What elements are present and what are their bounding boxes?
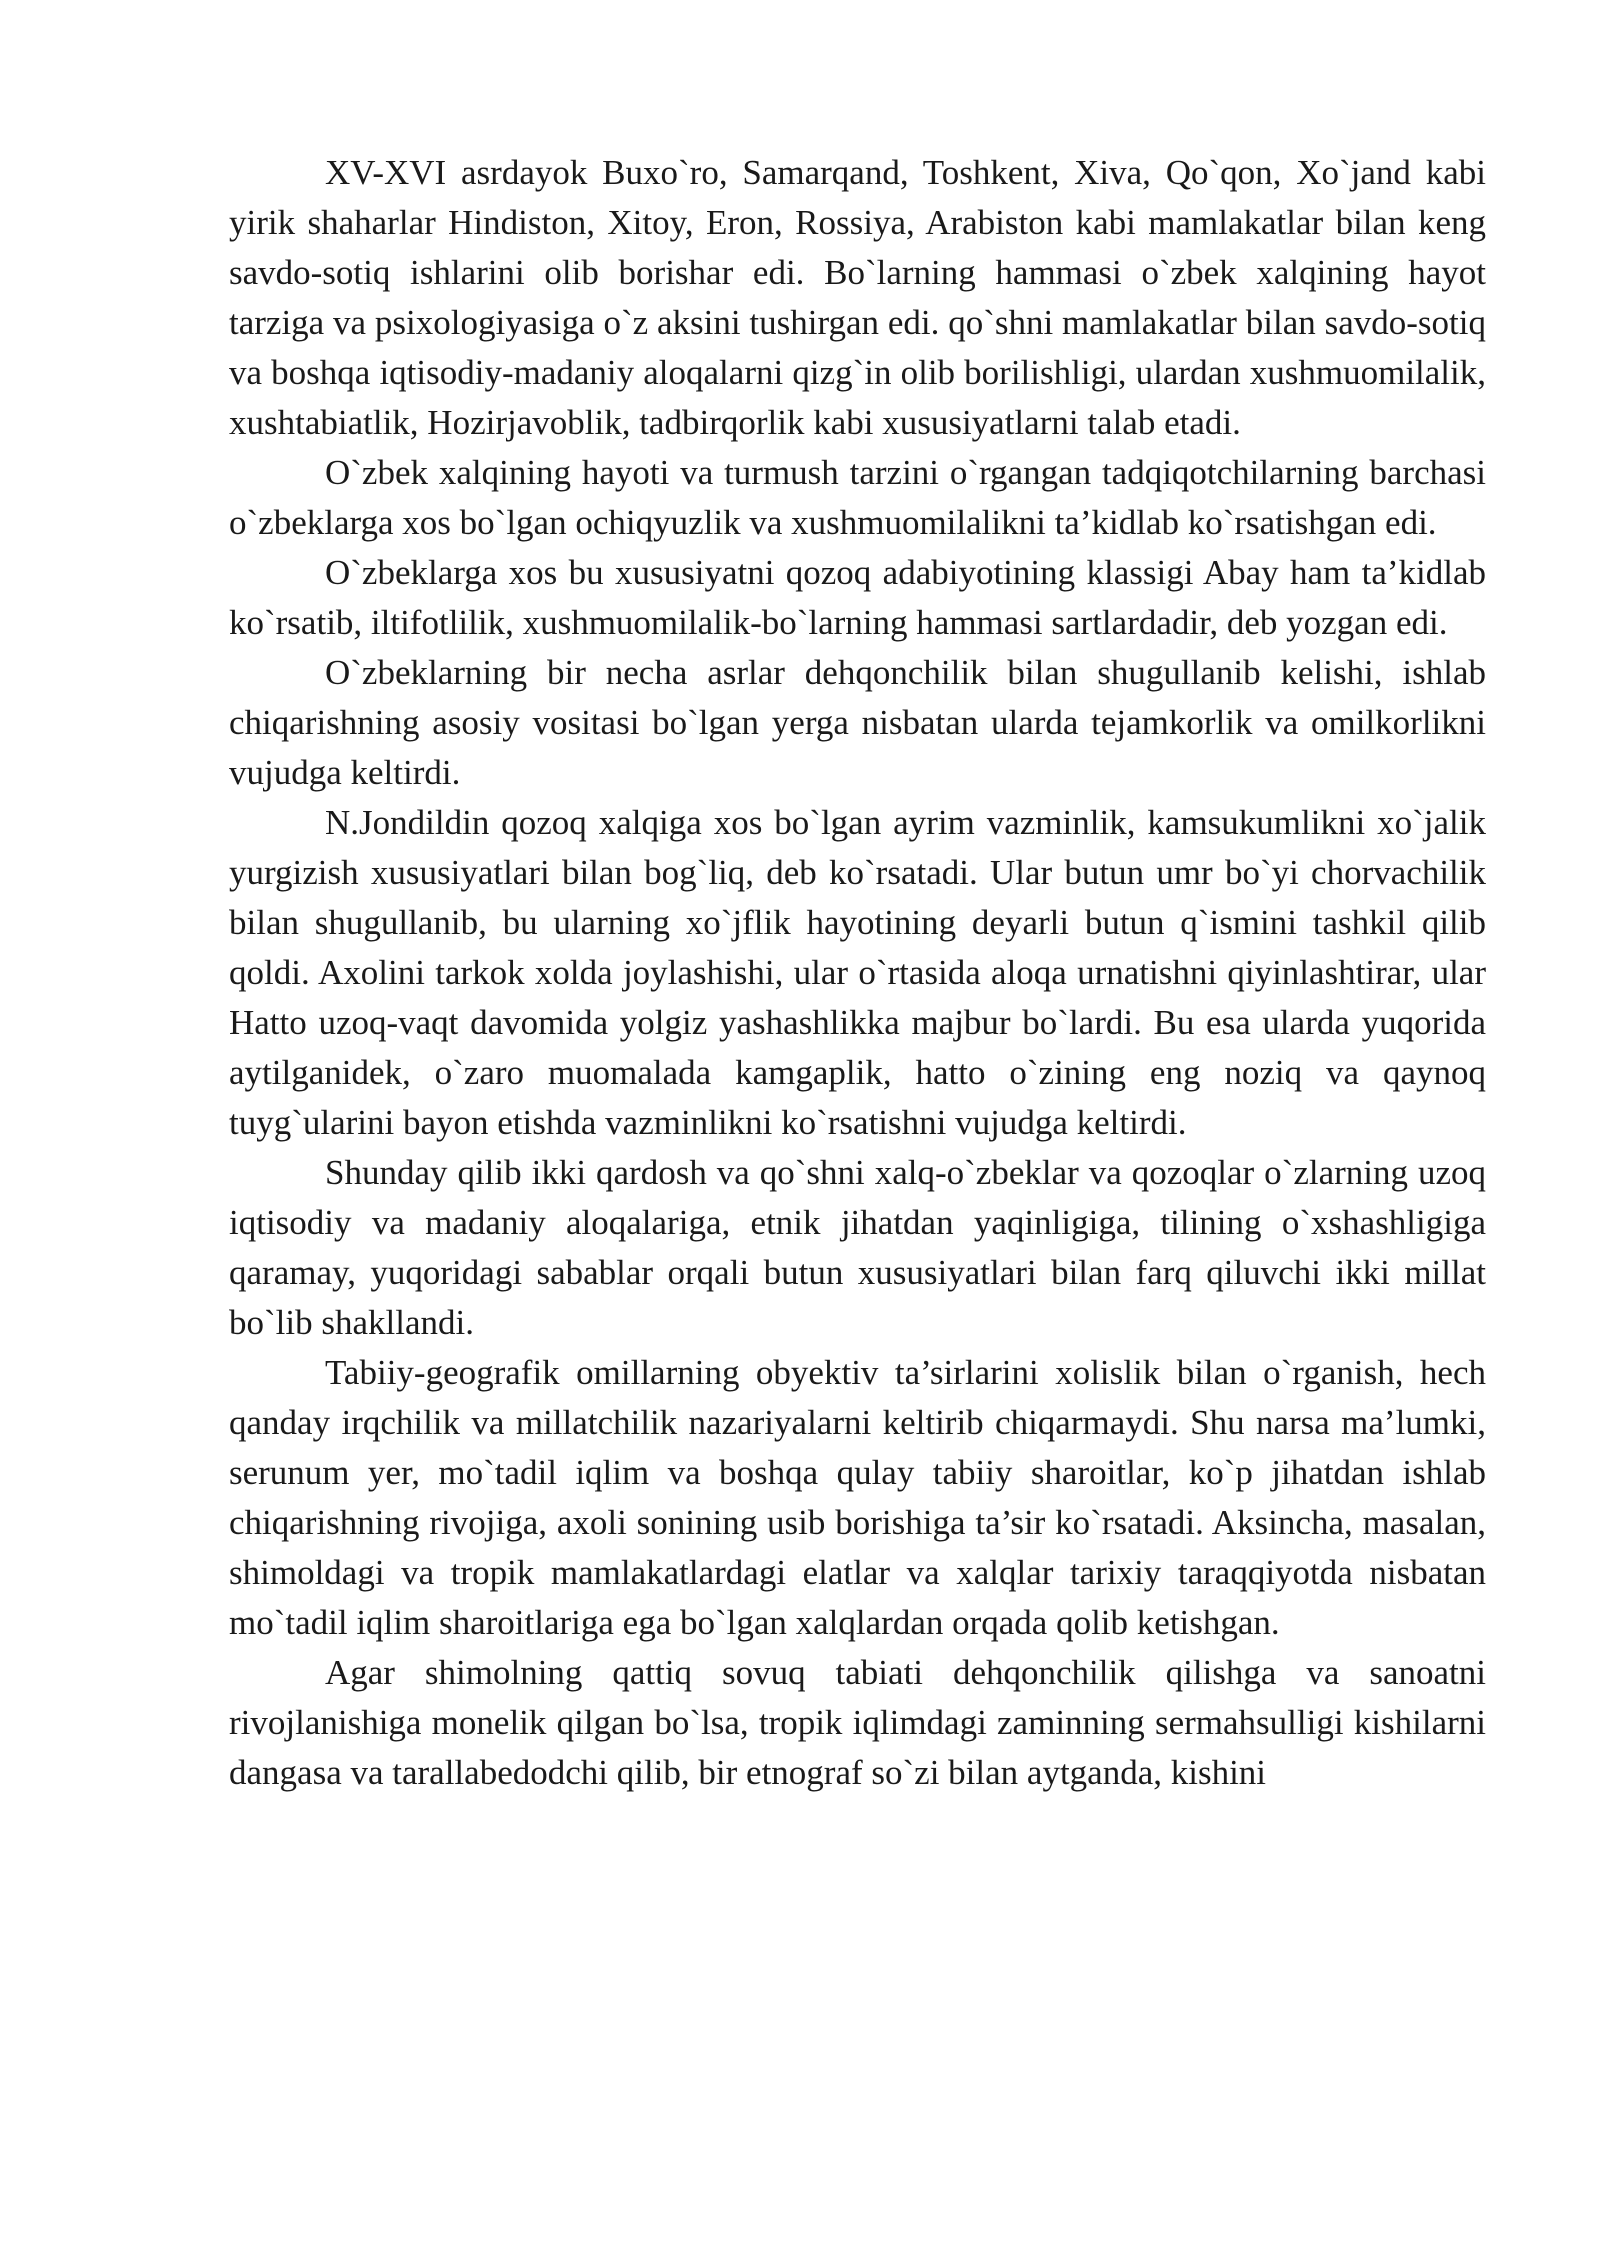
paragraph-4: O`zbeklarning bir necha asrlar dehqonchilik bilan shugullanib kelishi, ishlab chiqarishning asosiy vositasi bo`lgan yerga nisbatan ularda tejamkorlik va omilkorlikni vujudga keltirdi. xyxy=(229,653,1486,792)
paragraph-3: O`zbeklarga xos bu xususiyatni qozoq adabiyotining klassigi Abay ham ta’kidlab ko`rsatib, iltifotlilik, xushmuomilalik-bo`larning hammasi sartlardadir, deb yozgan edi. xyxy=(229,553,1486,642)
paragraph-1: XV-XVI asrdayok Buxo`ro, Samarqand, Toshkent, Xiva, Qo`qon, Xo`jand kabi yirik shaharlar Hindiston, Xitoy, Eron, Rossiya, Arabiston kabi mamlakatlar bilan keng savdo-sotiq ishlarini olib borishar edi. Bo`larning hammasi o`zbek xalqining hayot tarziga va psixologiyasiga o`z aksini tushirgan edi. qo`shni mamlakatlar bilan savdo-sotiq va boshqa iqtisodiy-madaniy aloqalarni qizg`in olib borilishligi, ulardan xushmuomilalik, xushtabiatlik, Hozirjavoblik, tadbirqorlik kabi xususiyatlarni talab etadi. xyxy=(229,153,1486,442)
paragraph-6: Shunday qilib ikki qardosh va qo`shni xalq-o`zbeklar va qozoqlar o`zlarning uzoq iqtisodiy va madaniy aloqalariga, etnik jihatdan yaqinligiga, tilining o`xshashligiga qaramay, yuqoridagi sabablar orqali butun xususiyatlari bilan farq qiluvchi ikki millat bo`lib shakllandi. xyxy=(229,1153,1486,1342)
paragraph-2: O`zbek xalqining hayoti va turmush tarzini o`rgangan tadqiqotchilarning barchasi o`zbeklarga xos bo`lgan ochiqyuzlik va xushmuomilalikni ta’kidlab ko`rsatishgan edi. xyxy=(229,453,1486,542)
paragraph-7: Tabiiy-geografik omillarning obyektiv ta’sirlarini xolislik bilan o`rganish, hech qanday irqchilik va millatchilik nazariyalarni keltirib chiqarmaydi. Shu narsa ma’lumki, serunum yer, mo`tadil iqlim va boshqa qulay tabiiy sharoitlar, ko`p jihatdan ishlab chiqarishning rivojiga, axoli sonining usib borishiga ta’sir ko`rsatadi. Aksincha, masalan, shimoldagi va tropik mamlakatlardagi elatlar va xalqlar tarixiy taraqqiyotda nisbatan mo`tadil iqlim sharoitlariga ega bo`lgan xalqlardan orqada qolib ketishgan. xyxy=(229,1353,1486,1642)
paragraph-8: Agar shimolning qattiq sovuq tabiati dehqonchilik qilishga va sanoatni rivojlanishiga monelik qilgan bo`lsa, tropik iqlimdagi zaminning sermahsulligi kishilarni dangasa va tarallabedodchi qilib, bir etnograf so`zi bilan aytganda, kishini xyxy=(229,1653,1486,1792)
document-page xyxy=(229,148,1486,1798)
paragraph-5: N.Jondildin qozoq xalqiga xos bo`lgan ayrim vazminlik, kamsukumlikni xo`jalik yurgizish xususiyatlari bilan bog`liq, deb ko`rsatadi. Ular butun umr bo`yi chorvachilik bilan shugullanib, bu ularning xo`jflik hayotining deyarli butun q`ismini tashkil qilib qoldi. Axolini tarkok xolda joylashishi, ular o`rtasida aloqa urnatishni qiyinlashtirar, ular Hatto uzoq-vaqt davomida yolgiz yashashlikka majbur bo`lardi. Bu esa ularda yuqorida aytilganidek, o`zaro muomalada kamgaplik, hatto o`zining eng noziq va qaynoq tuyg`ularini bayon etishda vazminlikni ko`rsatishni vujudga keltirdi. xyxy=(229,803,1486,1142)
